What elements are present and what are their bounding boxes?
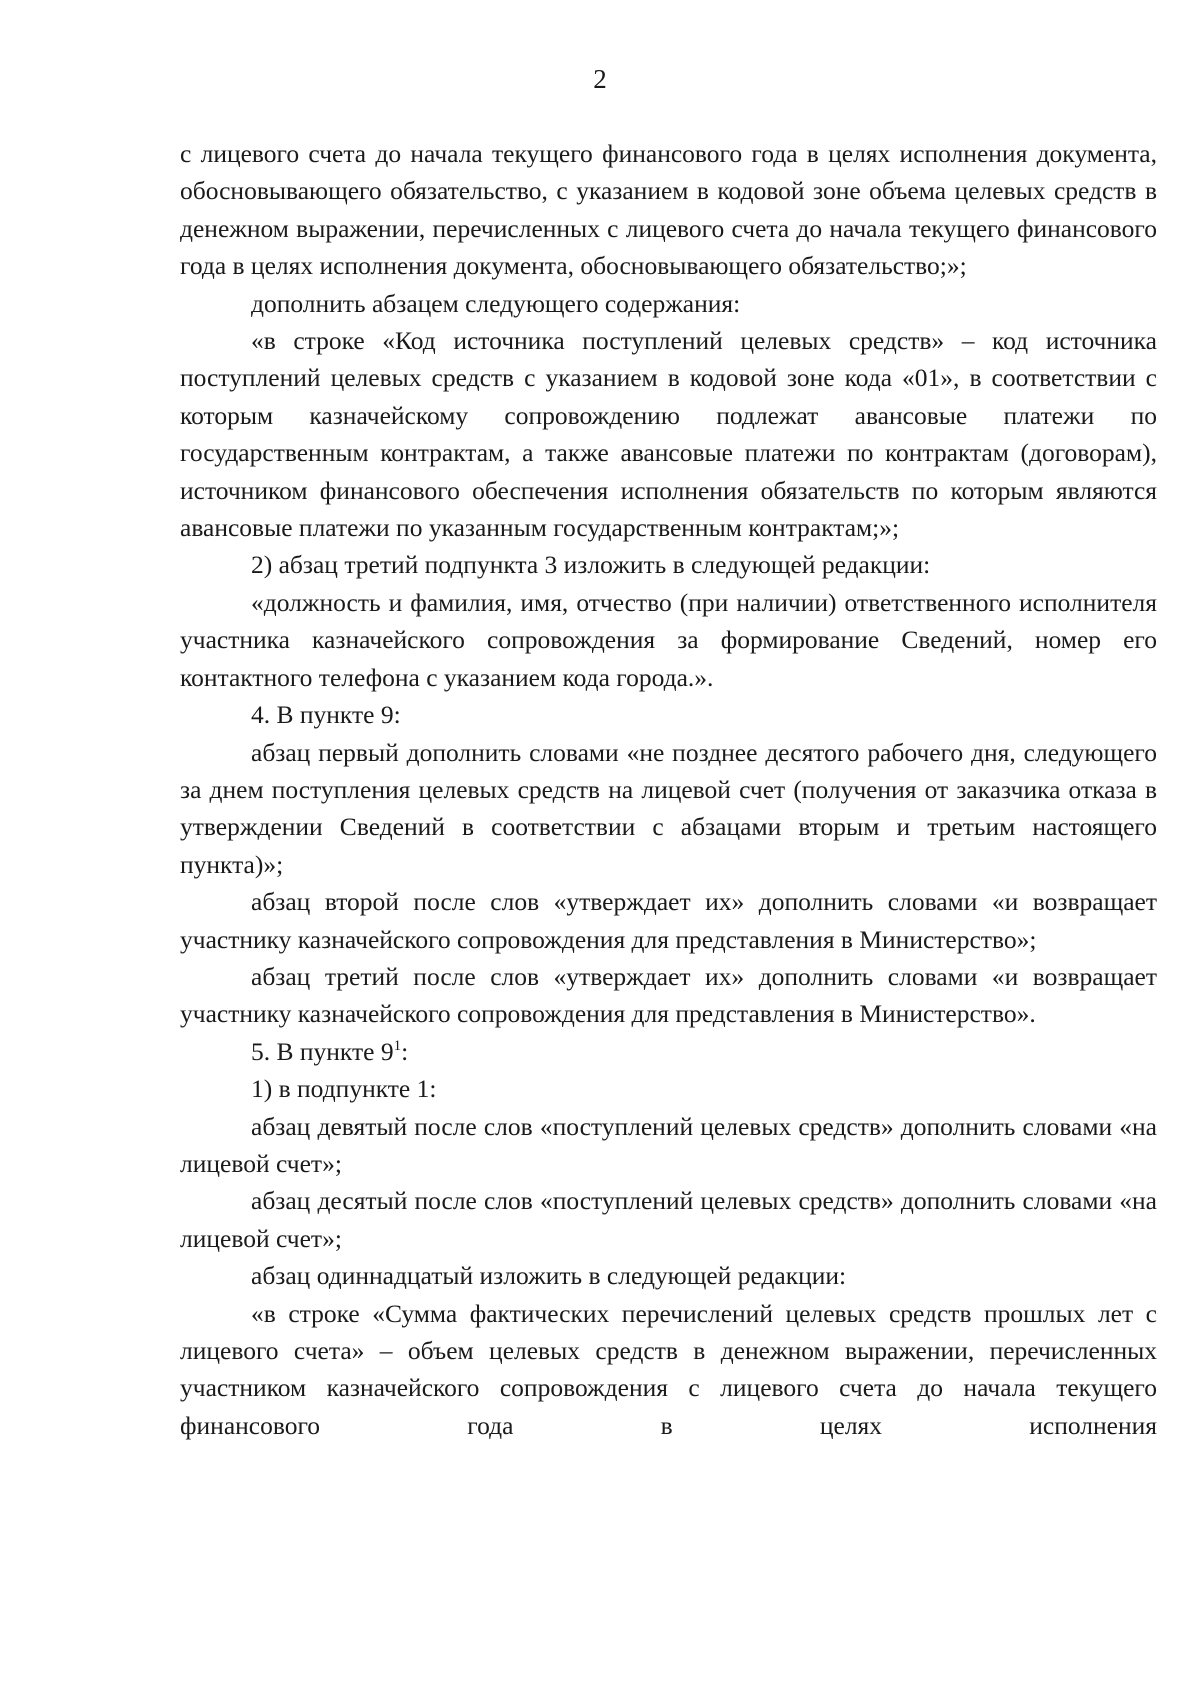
paragraph: абзац десятый после слов «поступлений целевых средств» дополнить словами «на лицевой счет»; — [180, 1186, 1157, 1253]
paragraph: 4. В пункте 9: — [251, 700, 401, 730]
paragraph: абзац одиннадцатый изложить в следующей редакции: — [251, 1261, 847, 1291]
paragraph: абзац девятый после слов «поступлений целевых средств» дополнить словами «на лицевой счет»; — [180, 1111, 1157, 1178]
paragraph-with-superscript — [180, 1033, 1157, 1070]
paragraph-text: 5. В пункте 9 — [251, 1036, 394, 1066]
paragraph: абзац первый дополнить словами «не позднее десятого рабочего дня, следующего за днем поступления целевых средств на лицевой счет (получения от заказчика отказа в утверждении Сведений в соответствии с абзацами вторым и третьим настоящего пункта)»; — [180, 737, 1157, 879]
paragraph: 1) в подпункте 1: — [251, 1074, 437, 1104]
paragraph: абзац третий после слов «утверждает их» дополнить словами «и возвращает участнику казначейского сопровождения для представления в Министерство». — [180, 961, 1157, 1029]
paragraph: 2) абзац третий подпункта 3 изложить в следующей редакции: — [251, 550, 931, 580]
paragraph: абзац второй после слов «утверждает их» дополнить словами «и возвращает участнику казначейского сопровождения для представления в Министерство»; — [180, 887, 1157, 954]
paragraph: дополнить абзацем следующего содержания: — [251, 288, 741, 318]
paragraph: «в строке «Код источника поступлений целевых средств» – код источника поступлений целевых средств с указанием в кодовой зоне кода «01», в соответствии с которым казначейскому сопровождению подлежат авансовые платежи по государственным контрактам, а также авансовые платежи по контрактам (договорам), источником финансового обеспечения исполнения обязательств по которым являются авансовые платежи по указанным государственным контрактам;»; — [180, 326, 1157, 543]
paragraph-text-tail: : — [401, 1036, 409, 1066]
superscript: 1 — [393, 1037, 402, 1054]
document-body — [180, 135, 1157, 1444]
paragraph: с лицевого счета до начала текущего финансового года в целях исполнения документа, обосновывающего обязательство, с указанием в кодовой зоне объема целевых средств в денежном выражении, перечисленных с лицевого счета до начала текущего финансового года в целях исполнения документа, обосновывающего обязательство;»; — [180, 139, 1157, 281]
paragraph: «должность и фамилия, имя, отчество (при наличии) ответственного исполнителя участника казначейского сопровождения за формирование Сведений, номер его контактного телефона с указанием кода города.». — [180, 587, 1157, 692]
page-number: 2 — [593, 64, 607, 94]
paragraph: «в строке «Сумма фактических перечислений целевых средств прошлых лет с лицевого счета» – объем целевых средств в денежном выражении, перечисленных участником казначейского сопровождения с лицевого счета до начала текущего финансового года в целях исполнения — [180, 1298, 1157, 1440]
